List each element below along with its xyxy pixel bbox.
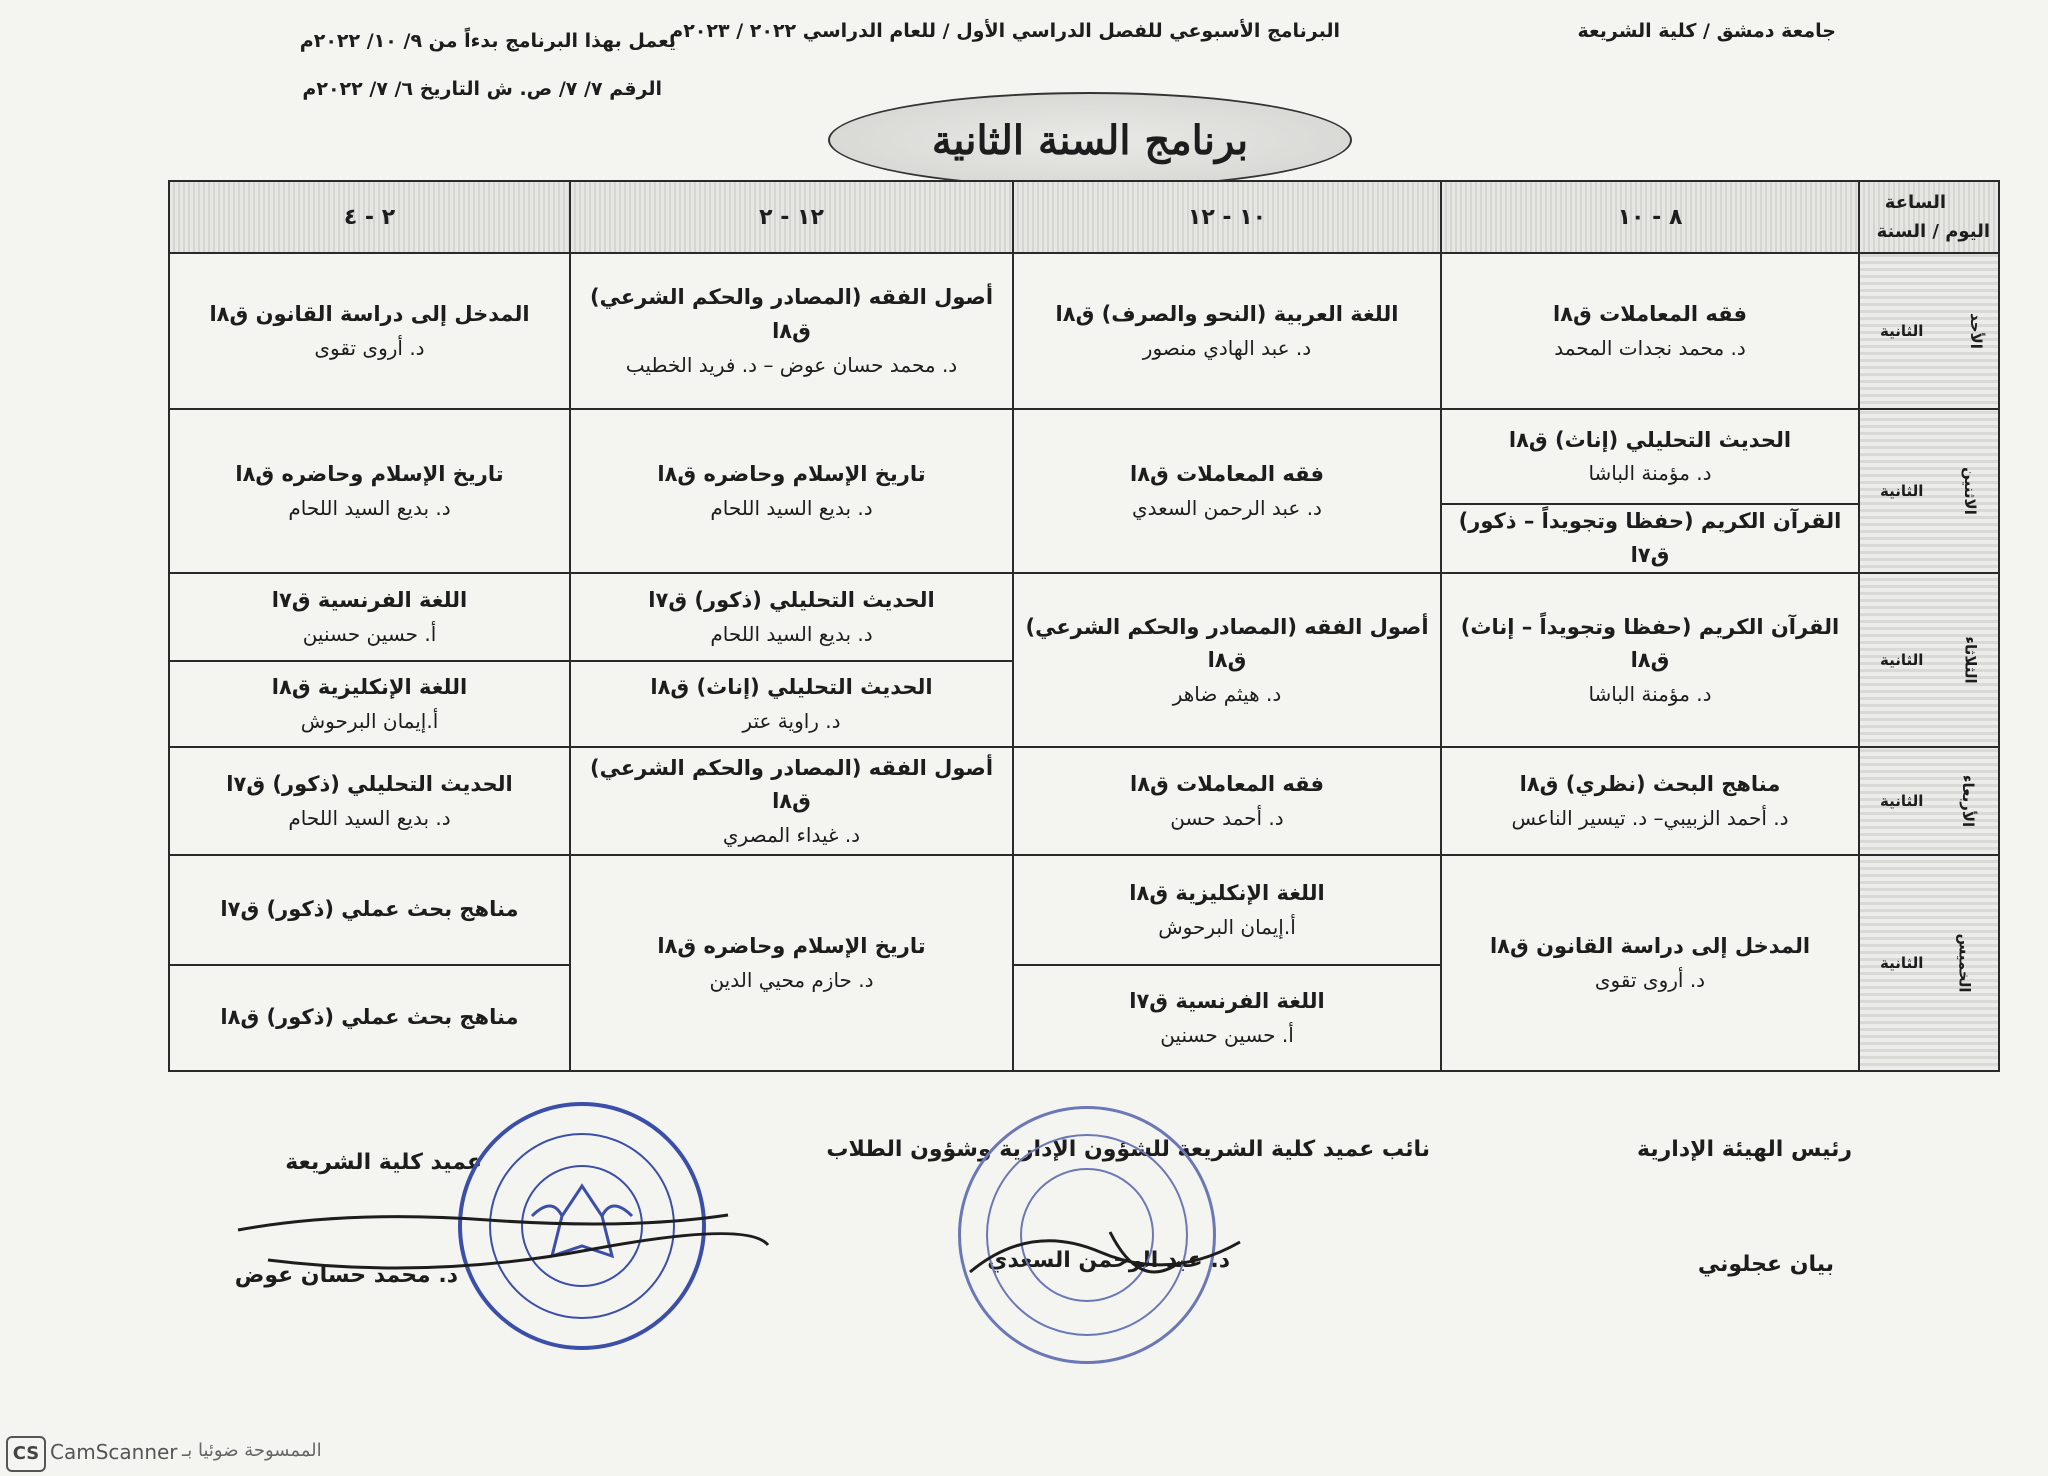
vice-dean-name: د. عبد الرحمن السعدي xyxy=(987,1248,1230,1273)
year-label: الثانية xyxy=(1880,322,1924,340)
course-cell xyxy=(570,253,1013,409)
teacher-name: د. عبد الرحمن السعدي xyxy=(1132,495,1322,520)
course-cell xyxy=(570,573,1013,661)
teacher-name: د. أروى تقوى xyxy=(1594,967,1706,992)
course-name: الحديث التحليلي (إناث) ق٨ا xyxy=(650,675,933,700)
teacher-name: أ.إيمان البرحوش xyxy=(1158,914,1296,939)
course-name: أصول الفقه (المصادر والحكم الشرعي) ق٨ا xyxy=(589,285,994,343)
course-name: فقه المعاملات ق٨ا xyxy=(1130,772,1324,797)
table-header-row xyxy=(169,181,1999,253)
teacher-name: د. أحمد الزبيبي– د. تيسير الناعس xyxy=(1511,805,1789,830)
teacher-name: د. هيثم ضاهر xyxy=(1172,681,1282,706)
dean-title: عميد كلية الشريعة xyxy=(285,1150,482,1175)
day-cell xyxy=(1859,409,1999,573)
course-name: فقه المعاملات ق٨ا xyxy=(1553,302,1747,327)
teacher-name: د. حازم محيي الدين xyxy=(709,967,874,992)
course-cell xyxy=(169,747,570,855)
teacher-name: د. أروى تقوى xyxy=(314,335,425,360)
teacher-name: د. بديع السيد اللحام xyxy=(288,495,451,520)
day-label: الاثنين xyxy=(1961,467,1980,515)
reference-number: الرقم ٧/ ٧/ ص. ش التاريخ ٦/ ٧/ ٢٠٢٢م xyxy=(302,78,662,100)
course-cell xyxy=(1013,573,1441,747)
table-row xyxy=(169,409,1999,504)
course-cell xyxy=(1441,573,1859,747)
course-name: المدخل إلى دراسة القانون ق٨ا xyxy=(1489,934,1811,959)
course-cell xyxy=(1013,965,1441,1071)
course-name: مناهج البحث (نظري) ق٨ا xyxy=(1519,772,1781,797)
course-cell xyxy=(1441,409,1859,504)
table-row xyxy=(169,573,1999,661)
day-cell xyxy=(1859,855,1999,1071)
teacher-name: د. محمد نجدات المحمد xyxy=(1554,335,1746,360)
slot-header-3: ١٢ - ٢ xyxy=(570,181,1013,253)
day-label: الأربعاء xyxy=(1958,775,1977,828)
teacher-name: د. مؤمنة الباشا xyxy=(1588,461,1712,486)
scanner-text: CamScanner xyxy=(50,1440,178,1464)
table-row xyxy=(169,855,1999,965)
course-cell xyxy=(169,409,570,573)
year-label: الثانية xyxy=(1880,792,1924,811)
slot-header-1: ٨ - ١٠ xyxy=(1441,181,1859,253)
dean-signature-icon xyxy=(228,1190,788,1300)
course-cell xyxy=(1013,253,1441,409)
course-cell xyxy=(1013,747,1441,855)
course-name: مناهج بحث عملي (ذكور) ق٧ا xyxy=(220,897,519,922)
teacher-name: د. بديع السيد اللحام xyxy=(710,495,873,520)
course-name: اللغة الفرنسية ق٧ا xyxy=(1129,989,1325,1014)
scanner-prefix: الممسوحة ضوئيا بـ xyxy=(182,1440,322,1461)
course-name: القرآن الكريم (حفظا وتجويداً – ذكور) ق٧ا xyxy=(1458,509,1842,567)
program-title: البرنامج الأسبوعي للفصل الدراسي الأول / للعام الدراسي ٢٠٢٢ / ٢٠٢٣م xyxy=(669,20,1340,42)
course-name: اللغة العربية (النحو والصرف) ق٨ا xyxy=(1055,302,1399,327)
teacher-name: د. مؤمنة الباشا xyxy=(1588,681,1712,706)
slot-header-2: ١٠ - ١٢ xyxy=(1013,181,1441,253)
admin-name: بيان عجلوني xyxy=(1697,1252,1834,1277)
teacher-name: د. محمد حسان عوض – د. فريد الخطيب xyxy=(625,352,958,377)
course-name: الحديث التحليلي (ذكور) ق٧ا xyxy=(648,588,935,613)
main-title: برنامج السنة الثانية xyxy=(931,116,1249,164)
teacher-name: د. بديع السيد اللحام xyxy=(710,621,873,646)
day-cell xyxy=(1859,573,1999,747)
year-label: الثانية xyxy=(1880,954,1924,973)
course-name: اللغة الإنكليزية ق٨ا xyxy=(271,675,468,700)
slot-header-4: ٢ - ٤ xyxy=(169,181,570,253)
admin-title: رئيس الهيئة الإدارية xyxy=(1637,1137,1852,1162)
course-cell xyxy=(570,855,1013,1071)
course-name: مناهج بحث عملي (ذكور) ق٨ا xyxy=(220,1005,519,1030)
course-name: اللغة الفرنسية ق٧ا xyxy=(271,588,468,613)
corner-day-year: اليوم / السنة xyxy=(1876,221,1990,242)
day-label: الأحد xyxy=(1967,313,1986,349)
course-name: تاريخ الإسلام وحاضره ق٨ا xyxy=(657,462,926,487)
course-cell xyxy=(1013,409,1441,573)
course-name: اللغة الإنكليزية ق٨ا xyxy=(1129,881,1325,906)
teacher-name: د. عبد الهادي منصور xyxy=(1142,335,1312,360)
corner-hour: الساعة xyxy=(1884,192,1946,213)
teacher-name: أ. حسين حسنين xyxy=(302,621,437,646)
day-label: الثلاثاء xyxy=(1961,636,1980,684)
schedule-table xyxy=(168,180,2000,1072)
teacher-name: د. غيداء المصري xyxy=(722,822,861,847)
table-row xyxy=(169,747,1999,855)
dean-name: د. محمد حسان عوض xyxy=(234,1263,458,1288)
course-cell xyxy=(570,661,1013,747)
course-cell xyxy=(169,965,570,1071)
course-name: فقه المعاملات ق٨ا xyxy=(1130,462,1324,487)
teacher-name: أ. حسين حسنين xyxy=(1160,1022,1294,1047)
year-label: الثانية xyxy=(1880,651,1924,670)
course-cell xyxy=(570,409,1013,573)
institution-name: جامعة دمشق / كلية الشريعة xyxy=(1577,20,1836,42)
course-name: أصول الفقه (المصادر والحكم الشرعي) ق٨ا xyxy=(1025,614,1429,673)
course-cell xyxy=(1013,855,1441,965)
vice-signature-icon xyxy=(960,1212,1260,1302)
course-cell xyxy=(169,253,570,409)
course-name: الحديث التحليلي (ذكور) ق٧ا xyxy=(226,772,513,797)
course-name: أصول الفقه (المصادر والحكم الشرعي) ق٨ا xyxy=(589,755,994,814)
course-name: الحديث التحليلي (إناث) ق٨ا xyxy=(1508,427,1792,452)
course-name: تاريخ الإسلام وحاضره ق٨ا xyxy=(657,934,926,959)
course-cell xyxy=(570,747,1013,855)
day-cell xyxy=(1859,747,1999,855)
teacher-name: د. أحمد حسن xyxy=(1170,805,1284,830)
course-name: المدخل إلى دراسة القانون ق٨ا xyxy=(209,302,530,327)
day-cell xyxy=(1859,253,1999,409)
course-cell xyxy=(1441,747,1859,855)
course-cell xyxy=(169,855,570,965)
course-cell xyxy=(1441,504,1859,573)
main-title-oval xyxy=(828,92,1352,188)
teacher-name: أ.إيمان البرحوش xyxy=(300,708,439,733)
scanner-badge: CS xyxy=(6,1436,46,1472)
year-label: الثانية xyxy=(1880,482,1924,501)
corner-cell xyxy=(1859,181,1999,253)
teacher-name: د. بديع السيد اللحام xyxy=(288,805,451,830)
day-label: الخميس xyxy=(1955,933,1974,993)
course-cell xyxy=(169,661,570,747)
course-name: القرآن الكريم (حفظا وتجويداً – إناث) ق٨ا xyxy=(1460,614,1840,673)
teacher-name: د. راوية عتر xyxy=(742,708,841,733)
course-cell xyxy=(1441,855,1859,1071)
effective-date: يعمل بهذا البرنامج بدءاً من ٩/ ١٠/ ٢٠٢٢م xyxy=(299,30,676,52)
course-name: تاريخ الإسلام وحاضره ق٨ا xyxy=(235,462,504,487)
course-cell xyxy=(169,573,570,661)
course-cell xyxy=(1441,253,1859,409)
vice-dean-title: نائب عميد كلية الشريعة للشؤون الإدارية وشؤون الطلاب xyxy=(826,1137,1430,1162)
table-row xyxy=(169,253,1999,409)
